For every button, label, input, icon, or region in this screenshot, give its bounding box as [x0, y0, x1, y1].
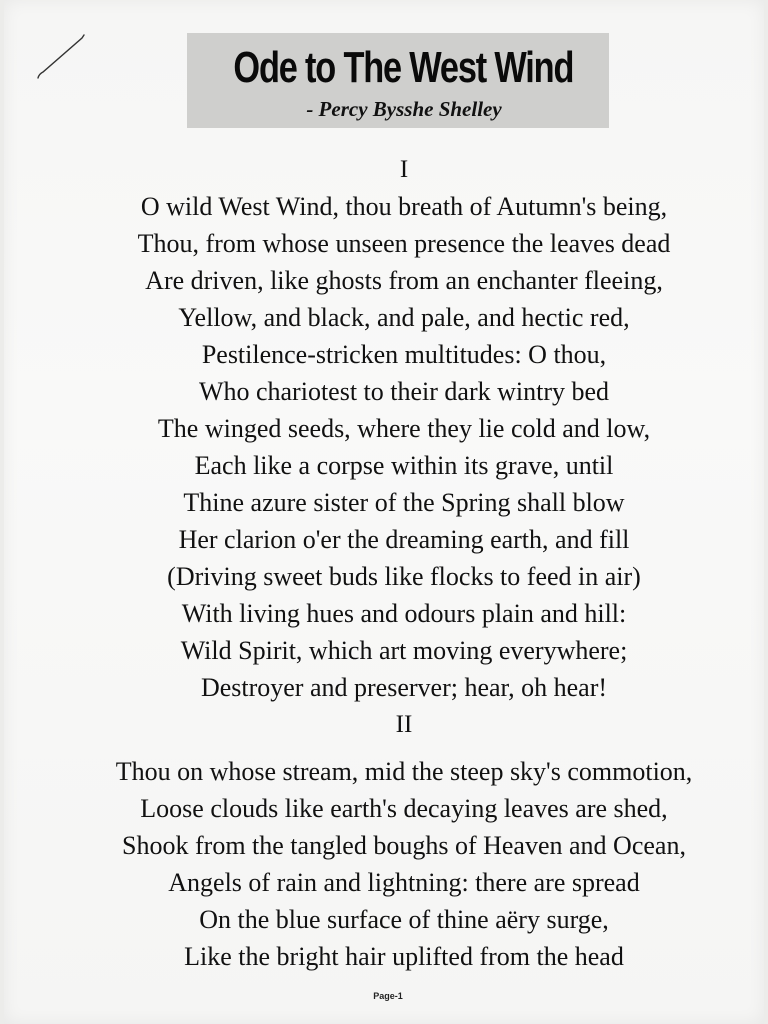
- poem-line: O wild West Wind, thou breath of Autumn's being,: [140, 192, 668, 221]
- poem-line: Loose clouds like earth's decaying leaves are shed,: [140, 794, 668, 823]
- poem-line: Thou on whose stream, mid the steep sky's commotion,: [115, 757, 693, 786]
- poem-line: With living hues and odours plain and hill:: [181, 599, 627, 628]
- pen-stroke-icon: [34, 32, 88, 82]
- poem-line: Her clarion o'er the dreaming earth, and fill: [178, 525, 630, 554]
- poem-line: Angels of rain and lightning: there are spread: [168, 868, 640, 897]
- poem-line: On the blue surface of thine aëry surge,: [199, 905, 609, 934]
- poem-line: Pestilence-stricken multitudes: O thou,: [201, 340, 607, 369]
- poem-line: The winged seeds, where they lie cold and low,: [157, 414, 651, 443]
- poem-line: Who chariotest to their dark wintry bed: [198, 377, 610, 406]
- poem-line: (Driving sweet buds like flocks to feed in air): [167, 562, 641, 591]
- page-number: Page-1: [373, 991, 403, 1001]
- paper-page: [4, 0, 764, 1024]
- poem-line: Like the bright hair uplifted from the head: [184, 942, 624, 971]
- poem-line: Thou, from whose unseen presence the leaves dead: [137, 229, 671, 258]
- title-banner: [187, 33, 609, 128]
- poem-line: Are driven, like ghosts from an enchanter fleeing,: [145, 266, 663, 295]
- stanza-numeral: I: [399, 156, 409, 183]
- poem-line: Yellow, and black, and pale, and hectic red,: [178, 303, 630, 332]
- poem-line: Thine azure sister of the Spring shall blow: [183, 488, 625, 517]
- poem-title: Ode to The West Wind: [233, 43, 574, 92]
- poem-line: Wild Spirit, which art moving everywhere;: [180, 636, 628, 665]
- poem-line: Shook from the tangled boughs of Heaven and Ocean,: [122, 831, 686, 860]
- poem-author: - Percy Bysshe Shelley: [306, 97, 502, 121]
- poem-line: Each like a corpse within its grave, until: [194, 451, 614, 480]
- stanza-numeral: II: [395, 711, 413, 738]
- poem-line: Destroyer and preserver; hear, oh hear!: [200, 673, 608, 702]
